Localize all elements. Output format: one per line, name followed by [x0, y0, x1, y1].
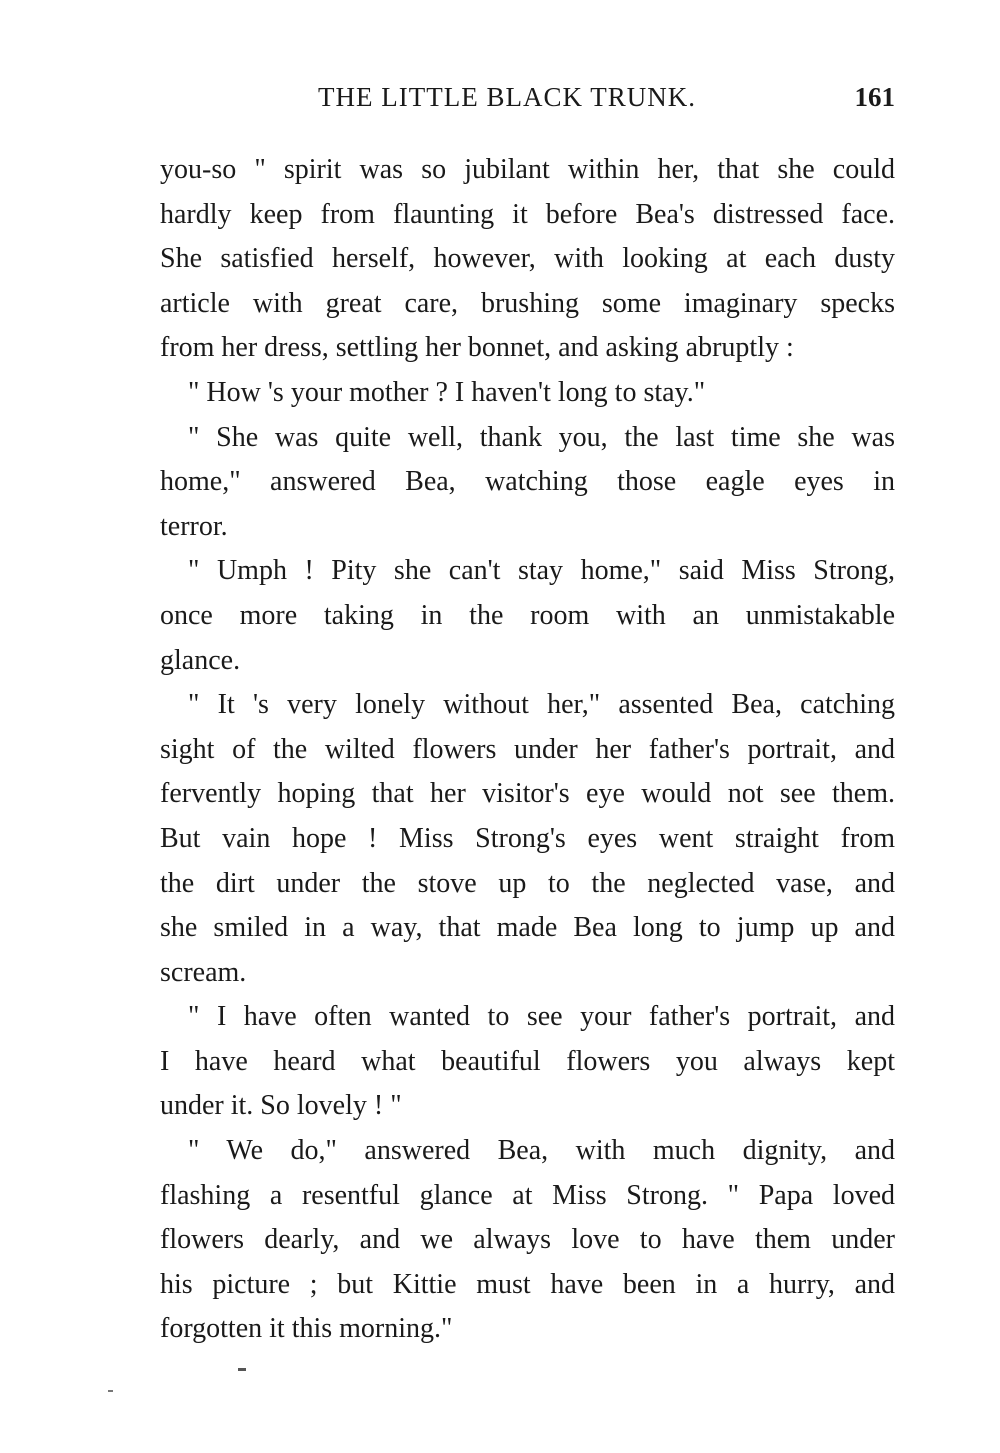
text-line: She satisfied herself, however, with looking at each dusty [160, 243, 895, 275]
text-line: " She was quite well, thank you, the last time she was [188, 421, 895, 453]
text-line: article with great care, brushing some imaginary specks [160, 287, 895, 319]
text-line: But vain hope ! Miss Strong's eyes went straight from [160, 822, 895, 854]
text-line: glance. [160, 644, 241, 676]
text-line: " Umph ! Pity she can't stay home," said Miss Strong, [188, 555, 895, 587]
text-line: home," answered Bea, watching those eagle eyes in [160, 466, 895, 498]
page-number: 161 [854, 82, 895, 112]
text-line: hardly keep from flaunting it before Bea's distressed face. [160, 198, 895, 230]
text-line: forgotten it this morning." [160, 1313, 453, 1345]
text-line: flowers dearly, and we always love to have them under [160, 1224, 895, 1256]
text-line: " How 's your mother ? I haven't long to stay." [188, 376, 706, 408]
body-text [160, 148, 895, 1352]
text-line: " I have often wanted to see your father's portrait, and [188, 1001, 895, 1033]
text-line: flashing a resentful glance at Miss Strong. " Papa loved [160, 1179, 895, 1211]
text-line: once more taking in the room with an unmistakable [160, 599, 895, 631]
text-line: under it. So lovely ! " [160, 1090, 402, 1122]
text-line: " It 's very lonely without her," assented Bea, catching [188, 689, 895, 721]
text-line: terror. [160, 510, 228, 542]
text-line: I have heard what beautiful flowers you always kept [160, 1045, 895, 1077]
text-line: fervently hoping that her visitor's eye would not see them. [160, 778, 895, 810]
text-line: sight of the wilted flowers under her father's portrait, and [160, 733, 895, 765]
running-title: THE LITTLE BLACK TRUNK. [318, 82, 696, 112]
text-line: from her dress, settling her bonnet, and asking abruptly : [160, 332, 794, 364]
text-line: his picture ; but Kittie must have been in a hurry, and [160, 1268, 895, 1300]
text-line: scream. [160, 956, 247, 988]
ink-speck [238, 1368, 246, 1371]
text-line: " We do," answered Bea, with much dignity, and [188, 1135, 895, 1167]
running-head [160, 82, 895, 122]
ink-speck [108, 1390, 113, 1392]
text-line: the dirt under the stove up to the neglected vase, and [160, 867, 895, 899]
text-line: she smiled in a way, that made Bea long to jump up and [160, 912, 895, 944]
text-line: you-so " spirit was so jubilant within her, that she could [160, 154, 895, 185]
